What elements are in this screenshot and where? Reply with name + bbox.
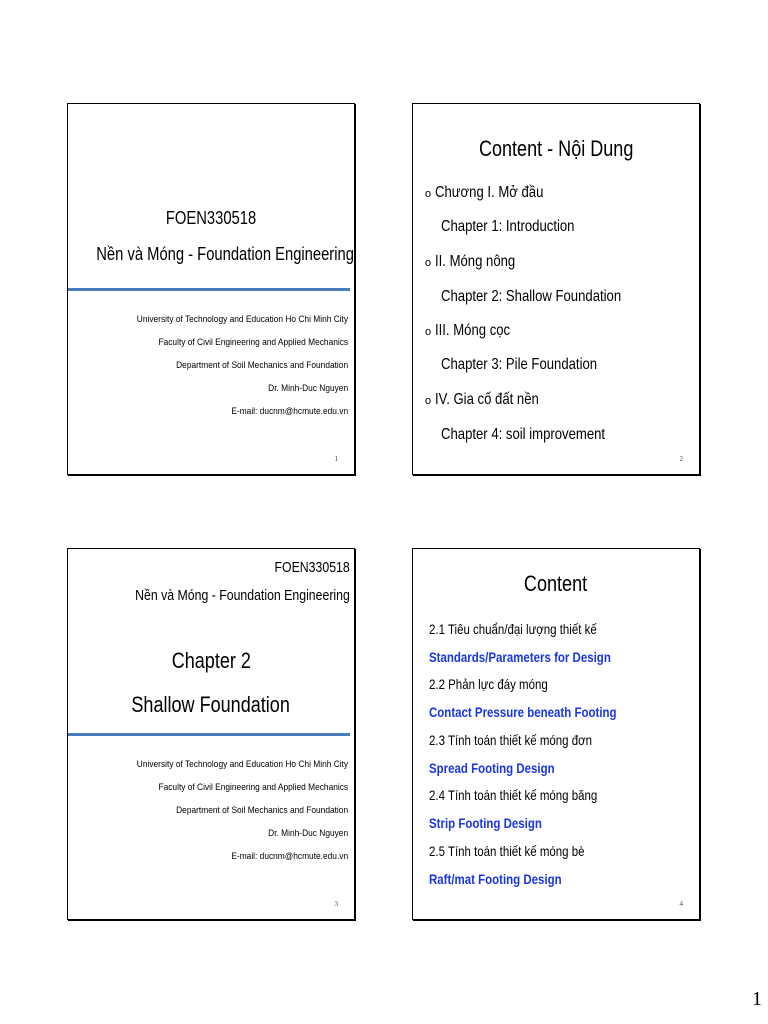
title-divider: [68, 288, 350, 291]
title-divider: [68, 733, 350, 736]
course-title: Nền và Móng - Foundation Engineering: [96, 244, 354, 264]
course-code: FOEN330518: [274, 559, 350, 576]
slide-number: 3: [334, 900, 338, 908]
list-item: Chapter 1: Introduction: [441, 218, 575, 235]
slide-1: [67, 103, 355, 475]
list-item-english: Raft/mat Footing Design: [429, 871, 562, 887]
university: University of Technology and Education Ho Chi Minh City: [136, 314, 348, 325]
email: E-mail: ducnm@hcmute.edu.vn: [231, 851, 348, 862]
author-info: [108, 753, 348, 868]
course-title: Nền và Móng - Foundation Engineering: [135, 587, 350, 604]
list-item: o III. Móng cọc: [425, 322, 511, 339]
list-item-english: Strip Footing Design: [429, 815, 542, 831]
chapter-title: Shallow Foundation: [131, 692, 291, 717]
course-code: FOEN330518: [165, 208, 257, 228]
list-item: 2.4 Tính toán thiết kế móng băng: [429, 787, 598, 803]
list-item: Chapter 2: Shallow Foundation: [441, 288, 622, 305]
list-item: Chapter 4: soil improvement: [441, 426, 606, 443]
department: Department of Soil Mechanics and Foundation: [176, 805, 348, 816]
list-item: o Chương I. Mở đầu: [425, 184, 544, 201]
list-item-english: Contact Pressure beneath Footing: [429, 704, 617, 720]
list-item: o II. Móng nông: [425, 253, 516, 270]
slide-number: 1: [334, 455, 338, 463]
department: Department of Soil Mechanics and Foundation: [176, 360, 348, 371]
list-item: 2.5 Tính toán thiết kế móng bè: [429, 843, 585, 859]
list-item-english: Standards/Parameters for Design: [429, 649, 611, 665]
university: University of Technology and Education Ho Chi Minh City: [136, 759, 348, 770]
author: Dr. Minh-Duc Nguyen: [268, 828, 348, 839]
list-item: o IV. Gia cố đất nền: [425, 391, 539, 408]
slide-4: [412, 548, 700, 920]
faculty: Faculty of Civil Engineering and Applied Mechanics: [158, 337, 348, 348]
slide-heading: Content: [524, 571, 588, 596]
email: E-mail: ducnm@hcmute.edu.vn: [231, 406, 348, 417]
page-number: 1: [752, 988, 762, 1010]
list-item: 2.3 Tính toán thiết kế móng đơn: [429, 732, 593, 748]
chapter-number: Chapter 2: [171, 648, 251, 673]
slide-2: [412, 103, 700, 475]
slide-heading: Content - Nội Dung: [478, 136, 634, 161]
list-item: Chapter 3: Pile Foundation: [441, 356, 598, 373]
slide-number: 4: [679, 900, 683, 908]
list-item-english: Spread Footing Design: [429, 760, 555, 776]
list-item: 2.2 Phản lực đáy móng: [429, 676, 548, 692]
list-item: 2.1 Tiêu chuẩn/đại lượng thiết kế: [429, 621, 597, 637]
author-info: [108, 308, 348, 423]
faculty: Faculty of Civil Engineering and Applied Mechanics: [158, 782, 348, 793]
author: Dr. Minh-Duc Nguyen: [268, 383, 348, 394]
slide-number: 2: [679, 455, 683, 463]
slide-3: [67, 548, 355, 920]
